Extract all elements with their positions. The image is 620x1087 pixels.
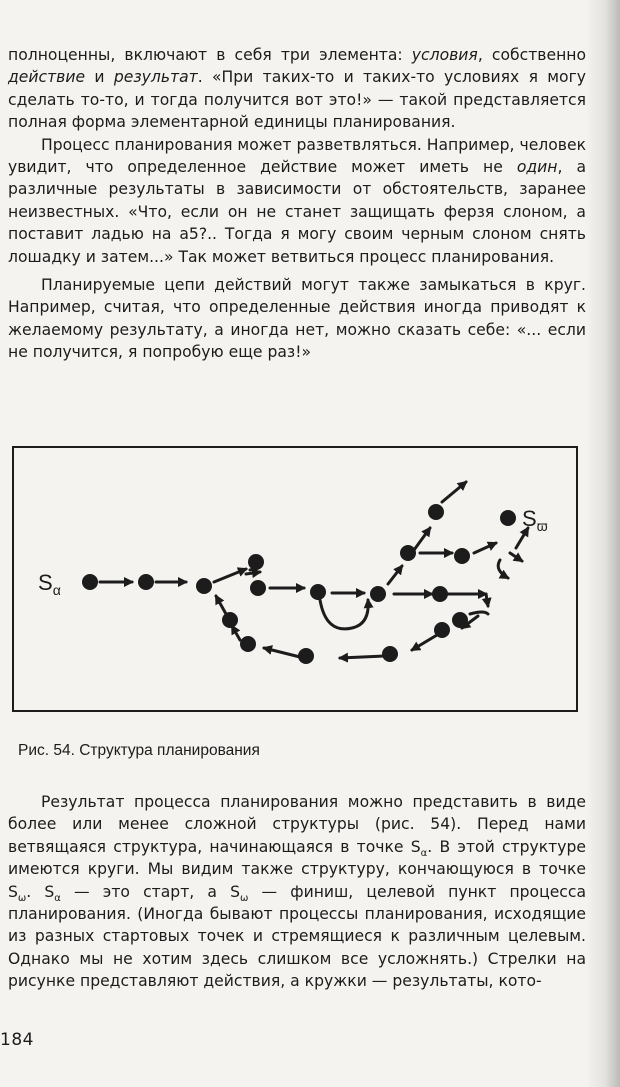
action-arrow <box>246 572 260 574</box>
p2-text-a: Процесс планирования может разветвляться. Например, человек увидит, что определенное действие может иметь не <box>8 135 586 177</box>
result-nodes <box>82 504 516 664</box>
p4-text-c: . S <box>26 882 55 901</box>
result-node <box>248 554 264 570</box>
planning-diagram <box>14 448 576 710</box>
result-node <box>222 612 238 628</box>
result-node <box>400 545 416 561</box>
p4-text-b: . В этой структуре имеются круги. Мы видим также структуру, кончающуюся в точке S <box>8 837 586 901</box>
self-loop-arrow <box>320 600 368 629</box>
p1-text-c: и <box>85 68 114 87</box>
result-node-start <box>82 574 98 590</box>
p4-subscript: α <box>420 847 428 859</box>
paragraph-4 <box>8 791 586 993</box>
p4-subscript: ω <box>239 892 249 904</box>
result-node-finish <box>500 510 516 526</box>
result-node <box>382 646 398 662</box>
page-edge-shadow <box>586 0 620 1087</box>
action-arrow <box>474 543 496 553</box>
p4-subscript: α <box>54 892 61 904</box>
p1-text-b: , собственно <box>477 46 586 64</box>
result-node <box>370 586 386 602</box>
text-block-top <box>8 44 586 364</box>
paragraph-1 <box>8 44 586 134</box>
text-block-bottom <box>8 791 586 993</box>
p1-emphasis-conditions: условия <box>411 46 478 64</box>
result-node <box>454 548 470 564</box>
action-arrow <box>388 566 402 584</box>
action-arrow <box>442 482 466 502</box>
p4-text-a: Результат процесса планирования можно представить в виде более или менее сложной структуры (рис. 54). Перед нами ветвящаяся структура, начинающаяся в точке S <box>8 793 586 856</box>
result-node <box>434 622 450 638</box>
action-arrow <box>232 626 240 640</box>
p4-subscript: ω <box>17 892 27 904</box>
result-node <box>452 612 468 628</box>
action-arrow <box>486 594 488 606</box>
action-arrow-stub <box>470 612 488 614</box>
p1-text-d: . «При таких-то и таких-то условиях я могу сделать то-то, и тогда получится вот это!» — такой представляется полная форма элементарной единицы планирования. <box>8 68 586 132</box>
p1-emphasis-action: действие <box>8 68 86 87</box>
result-node <box>298 648 314 664</box>
p4-text-d: — это старт, а S <box>60 882 240 901</box>
action-arrow <box>516 528 528 548</box>
result-node <box>432 586 448 602</box>
p1-emphasis-result: результат <box>113 68 198 87</box>
action-arrow <box>214 569 246 582</box>
result-node <box>240 636 256 652</box>
start-label: $S_\alpha$ <box>38 570 61 598</box>
action-arrows <box>100 482 528 658</box>
result-node <box>196 578 212 594</box>
action-arrow <box>498 560 508 578</box>
action-arrow <box>216 596 226 614</box>
result-node <box>428 504 444 520</box>
action-arrow <box>264 648 304 658</box>
finish-label: $S_ϖ$ <box>522 506 548 534</box>
action-arrow <box>510 553 522 561</box>
p4-text-e: — финиш, целевой пункт процесса планирования. (Иногда бывают процессы планирования, исходящие из разных стартовых точек и стремящиеся к различным целевым. Однако мы не хотим здесь слишком все усложнять.) Стрелки на рисунке представляют действия, а кружки — результаты, кото- <box>8 882 586 991</box>
p2-text-b: , а различные результаты в зависимости от обстоятельств, заранее неизвестных. «Что, если он не станет защищать ферзя слоном, а поставит ладью на а5?.. Тогда я могу своим черным слоном снять лошадку и затем...» Так может ветвиться процесс планирования. <box>8 158 586 266</box>
paragraph-3: Планируемые цепи действий могут также замыкаться в круг. Например, считая, что определенные действия иногда приводят к желаемому результату, а иногда нет, можно сказать себе: «... если не получится, я попробую еще раз!» <box>8 276 586 362</box>
planning-structure-figure <box>12 446 578 712</box>
figure-caption: Рис. 54. Структура планирования <box>18 742 260 759</box>
page-number: 184 <box>0 1030 34 1050</box>
paragraph-2 <box>8 134 586 268</box>
p2-emphasis-one: один <box>516 158 558 177</box>
p1-text-a: полноценны, включают в себя три элемента: <box>8 46 412 64</box>
action-arrow <box>340 656 384 658</box>
result-node <box>138 574 154 590</box>
result-node <box>310 584 326 600</box>
result-node <box>250 580 266 596</box>
action-arrow <box>414 528 430 550</box>
